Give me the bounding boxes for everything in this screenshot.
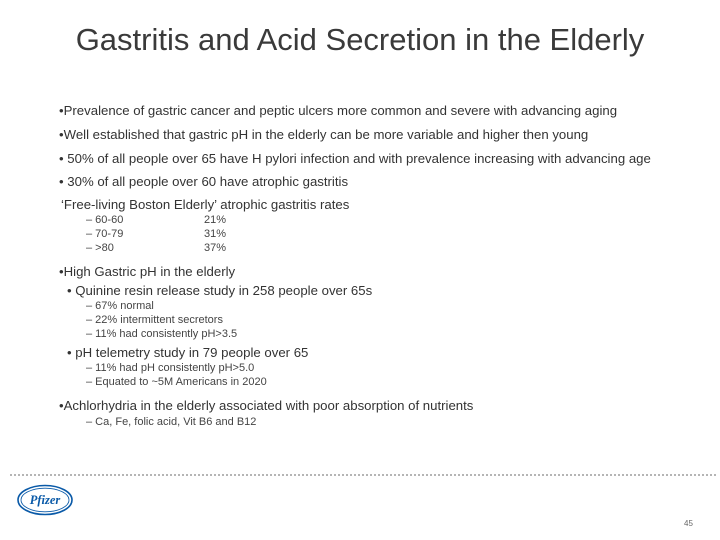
list-item: – 67% normal <box>86 300 154 312</box>
pfizer-logo-icon <box>17 484 73 516</box>
pfizer-logo-text: Pfizer <box>29 493 61 507</box>
pfizer-logo <box>17 484 73 521</box>
rate-value: 37% <box>204 242 227 254</box>
rate-age: – >80 <box>86 242 114 254</box>
rate-value: 21% <box>204 214 227 226</box>
bullet-h-pylori: • 50% of all people over 65 have H pylori infection and with prevalence increasing with advancing age <box>59 151 651 166</box>
bullet-high-ph: •High Gastric pH in the elderly <box>59 264 236 279</box>
rate-age: – 70-79 <box>86 228 124 240</box>
rate-value: 31% <box>204 228 227 240</box>
subbullet-telemetry-study: • pH telemetry study in 79 people over 65 <box>67 345 309 360</box>
rate-age: – 60-60 <box>86 214 124 226</box>
subbullet-quinine-study: • Quinine resin release study in 258 people over 65s <box>67 283 373 298</box>
slide-title: Gastritis and Acid Secretion in the Elderly <box>75 22 645 57</box>
list-item: – Equated to ~5M Americans in 2020 <box>86 376 267 388</box>
bullet-gastric-ph: •Well established that gastric pH in the elderly can be more variable and higher then young <box>59 127 589 142</box>
page-number: 45 <box>684 519 693 528</box>
bullet-boston-elderly: ‘Free-living Boston Elderly’ atrophic gastritis rates <box>61 197 350 212</box>
bullet-cancer-prevalence: •Prevalence of gastric cancer and peptic ulcers more common and severe with advancing aging <box>59 103 618 118</box>
list-item: – 22% intermittent secretors <box>86 314 223 326</box>
bullet-achlorhydria: •Achlorhydria in the elderly associated with poor absorption of nutrients <box>59 398 474 413</box>
footer-divider <box>10 474 716 476</box>
list-item: – 11% had pH consistently pH>5.0 <box>86 362 255 374</box>
list-item: – Ca, Fe, folic acid, Vit B6 and B12 <box>86 416 257 428</box>
list-item: – 11% had consistently pH>3.5 <box>86 328 238 340</box>
bullet-atrophic-gastritis: • 30% of all people over 60 have atrophic gastritis <box>59 174 349 189</box>
